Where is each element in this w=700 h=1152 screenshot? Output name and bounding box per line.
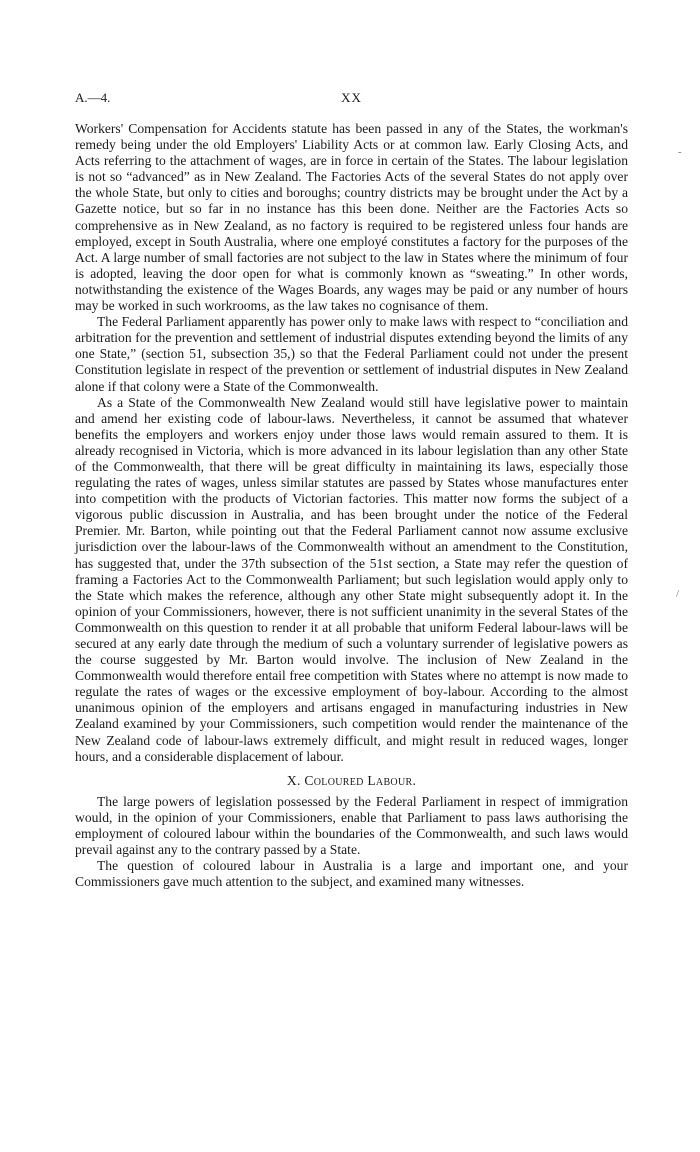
page-reference: A.—4. — [75, 90, 111, 105]
paragraph: As a State of the Commonwealth New Zealand would still have legislative power to maintain and amend her existing code of labour-laws. Nevertheless, it cannot be assumed that whatever benefits the employers and workers enjoy under those laws would remain assured to them. It is already recognised in Victoria, which is more advanced in its labour legislation than any other State of the Commonwealth, that there will be great difficulty in maintaining its laws, especially those regulating the rates of wages, unless similar statutes are passed by States whose manufactures enter into competition with the products of Victorian factories. This matter now forms the subject of a vigorous public discussion in Australia, and has been brought under the notice of the Federal Premier. Mr. Barton, while pointing out that the Federal Parliament cannot now assume exclusive jurisdiction over the labour-laws of the Commonwealth without an amendment to the Constitution, has suggested that, under the 37th subsection of the 51st section, a State may refer the question of framing a Factories Act to the Commonwealth Parliament; but such legislation would apply only to the State which makes the reference, although any other State might subsequently adopt it. In the opinion of your Commissioners, however, there is not sufficient unanimity in the several States of the Commonwealth on this question to render it at all probable that uniform Federal labour-laws will be secured at any early date through the medium of such a voluntary surrender of legislative powers as the course suggested by Mr. Barton would involve. The inclusion of New Zealand in the Commonwealth would therefore entail free competition with States where no attempt is now made to regulate the rates of wages or the excessive employment of boy-labour. According to the almost unanimous opinion of the employers and artisans engaged in manufacturing industries in New Zealand examined by your Commissioners, such competition would render the maintenance of the New Zealand code of labour-laws extremely difficult, and might result in reduced wages, longer hours, and a considerable displacement of labour. — [75, 394, 628, 764]
section-heading — [75, 773, 628, 789]
page-header — [75, 90, 628, 110]
paragraph: The Federal Parliament apparently has power only to make laws with respect to “conciliation and arbitration for the prevention and settlement of industrial disputes extending beyond the limits of any one State,” (section 51, subsection 35,) so that the Federal Parliament could not under the present Constitution legislate in respect of the prevention or settlement of industrial disputes in New Zealand alone if that colony were a State of the Commonwealth. — [75, 314, 628, 394]
page-number: XX — [341, 90, 362, 105]
paragraph: The large powers of legislation possessed by the Federal Parliament in respect of immigration would, in the opinion of your Commissioners, enable that Parliament to pass laws authorising the employment of coloured labour within the boundaries of the Commonwealth, and such laws would prevail against any to the contrary passed by a State. — [75, 793, 628, 858]
margin-mark: - — [678, 146, 682, 158]
margin-mark: / — [676, 588, 680, 600]
paragraph: The question of coloured labour in Australia is a large and important one, and your Commissioners gave much attention to the subject, and examined many witnesses. — [75, 858, 628, 890]
body-text — [75, 121, 628, 890]
paragraph: Workers' Compensation for Accidents statute has been passed in any of the States, the workman's remedy being under the old Employers' Liability Acts or at common law. Early Closing Acts, and Acts referring to the attachment of wages, are in force in certain of the States. The labour legislation is not so “advanced” as in New Zealand. The Factories Acts of the several States do not apply over the whole State, but only to cities and boroughs; country districts may be brought under the Act by a Gazette notice, but so far in no instance has this been done. Neither are the Factories Acts so comprehensive as in New Zealand, as no factory is required to be registered unless four hands are employed, except in South Australia, where one employé constitutes a factory for the purposes of the Act. A large number of small factories are not subject to the law in States where the minimum of four is adopted, leaving the door open for what is commonly known as “sweating.” In other words, notwithstanding the existence of the Wages Boards, any wages may be paid or any number of hours may be worked in such workrooms, as the law takes no cognisance of them. — [75, 121, 628, 314]
section-numeral: X. — [286, 772, 301, 788]
section-title: Coloured Labour. — [304, 772, 417, 788]
